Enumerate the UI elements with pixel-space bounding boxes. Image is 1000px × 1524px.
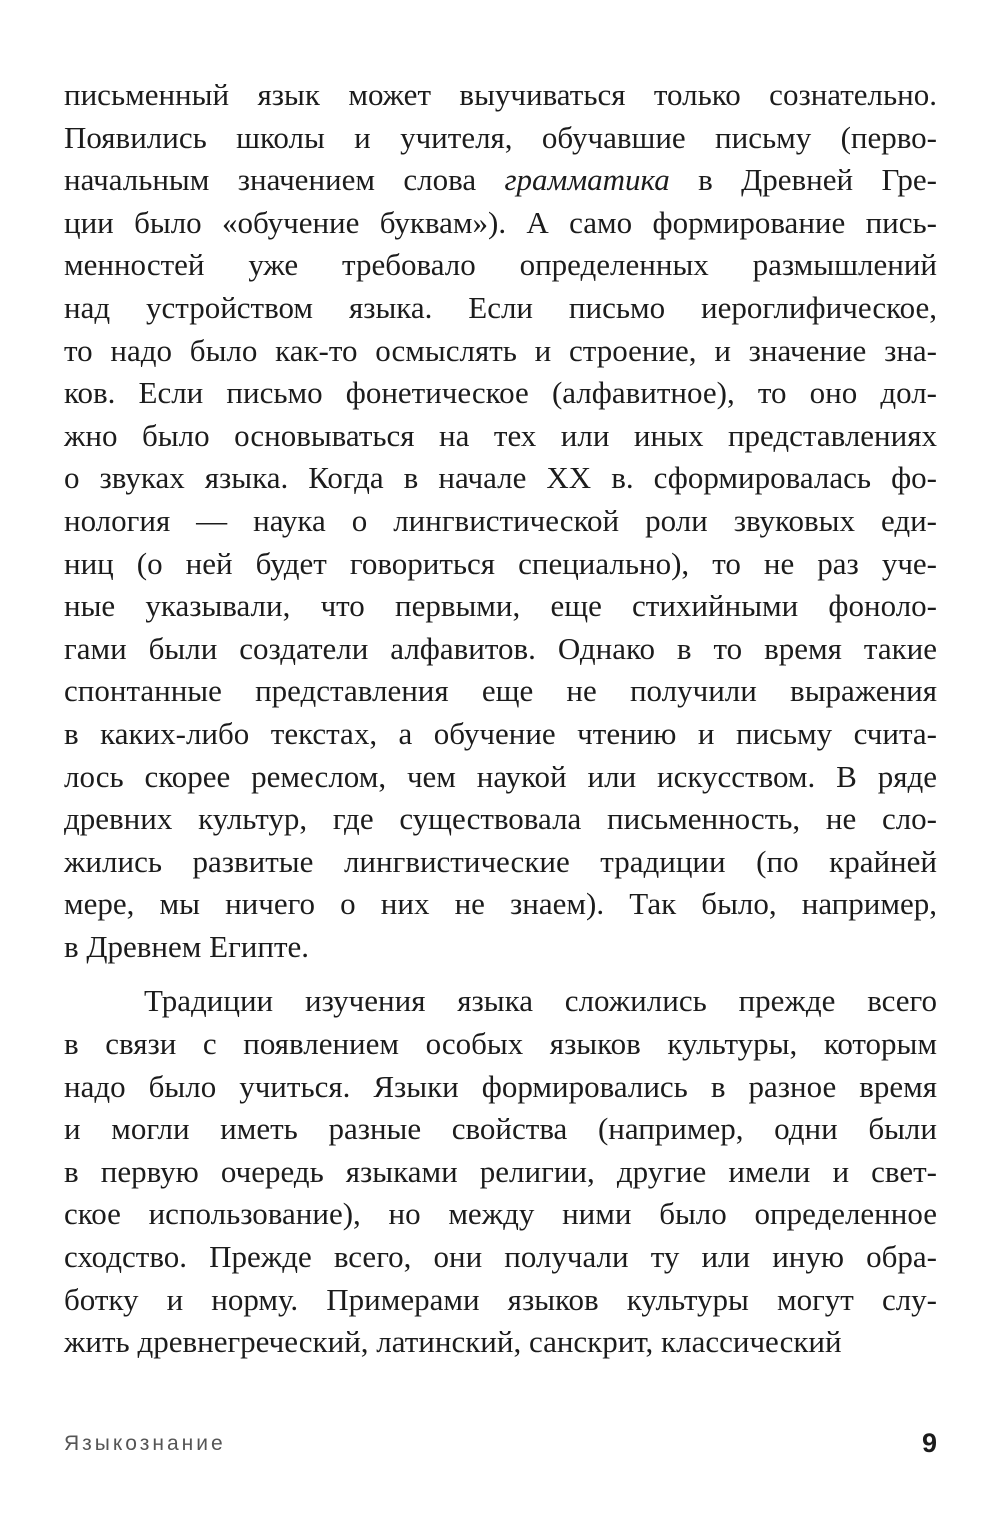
body-text — [64, 74, 937, 1364]
text-line: то надо было как-то осмыслять и строение, и значение зна- — [64, 332, 937, 368]
text-line: ботку и норму. Примерами языков культуры могут слу- — [64, 1281, 937, 1317]
text-line: лось скорее ремеслом, чем наукой или искусством. В ряде — [64, 758, 937, 794]
page-number: 9 — [921, 1428, 937, 1458]
text-line: мере, мы ничего о них не знаем). Так было, например, — [64, 886, 937, 922]
text-line: в каких-либо текстах, а обучение чтению и письму счита- — [64, 715, 937, 751]
text-line: нология — наука о лингвистической роли звуковых еди- — [64, 502, 937, 538]
text-line: надо было учиться. Языки формировались в разное время — [64, 1068, 937, 1104]
text-line: сходство. Прежде всего, они получали ту или иную обра- — [64, 1239, 937, 1275]
text-line: жно было основываться на тех или иных представлениях — [64, 417, 937, 453]
text-line: ции было «обучение буквам»). А само формирование пись- — [64, 204, 937, 240]
page-footer — [64, 1428, 937, 1472]
text-line: над устройством языка. Если письмо иероглифическое, — [64, 289, 937, 325]
text-line: ные указывали, что первыми, еще стихийными фоноло- — [64, 588, 937, 624]
text-line: древних культур, где существовала письменность, не сло- — [64, 801, 937, 837]
text-line: ниц (о ней будет говориться специально), то не раз уче- — [64, 545, 937, 581]
paragraph — [64, 980, 937, 1363]
text-line: менностей уже требовало определенных размышлений — [64, 247, 937, 283]
paragraph-gap — [64, 968, 937, 980]
text-line: гами были создатели алфавитов. Однако в то время такие — [64, 630, 937, 666]
text-line: и могли иметь разные свойства (например, одни были — [64, 1111, 937, 1147]
text-line: в связи с появлением особых языков культуры, которым — [64, 1026, 937, 1062]
text-line: Традиции изучения языка сложились прежде всего — [144, 983, 937, 1019]
text-line: Появились школы и учителя, обучавшие письму (перво- — [64, 119, 937, 155]
text-line: жились развитые лингвистические традиции (по крайней — [64, 843, 937, 879]
text-line: ское использование), но между ними было определенное — [64, 1196, 937, 1232]
text-line: жить древнегреческий, латинский, санскрит, классический — [64, 1324, 842, 1360]
text-line: в первую очередь языками религии, другие имели и свет- — [64, 1153, 937, 1189]
italic-term: грамматика — [504, 162, 670, 198]
text-line: спонтанные представления еще не получили выражения — [64, 673, 937, 709]
text-run: начальным значением слова — [64, 162, 505, 198]
text-line: ков. Если письмо фонетическое (алфавитное), то оно дол- — [64, 375, 937, 411]
text-line — [64, 159, 937, 202]
text-line: письменный язык может выучиваться только сознательно. — [64, 77, 937, 112]
running-head: Языкознание — [64, 1432, 226, 1455]
text-line: в Древнем Египте. — [64, 928, 310, 964]
text-run: в Древней Гре- — [669, 162, 937, 198]
paragraph — [64, 74, 937, 968]
page-body — [64, 74, 937, 1474]
text-line: о звуках языка. Когда в начале XX в. сформировалась фо- — [64, 460, 937, 496]
